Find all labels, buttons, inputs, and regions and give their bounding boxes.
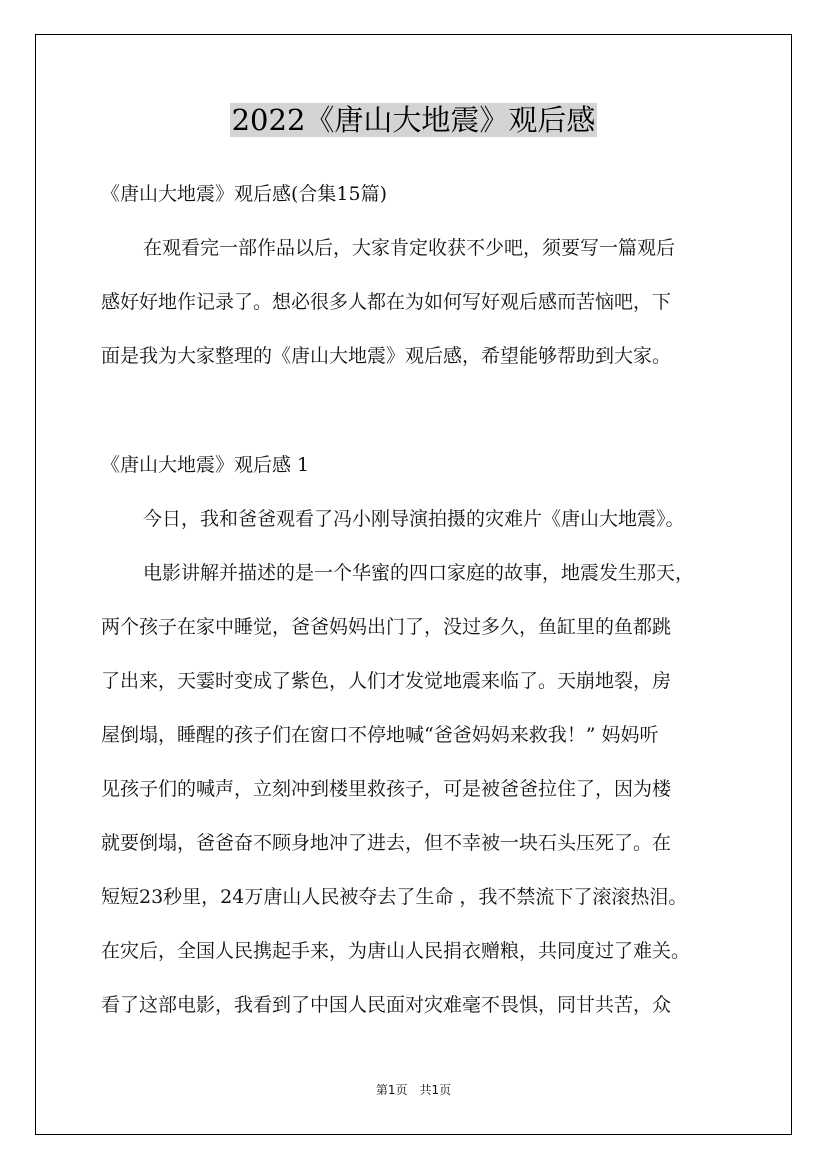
intro-line: 在观看完一部作品以后，大家肯定收获不少吧，须要写一篇观后: [143, 237, 676, 259]
body-line: 看了这部电影，我看到了中国人民面对灾难毫不畏惧，同甘共苦，众: [101, 994, 672, 1016]
body-line: 电影讲解并描述的是一个华蜜的四口家庭的故事，地震发生那天，: [143, 562, 695, 584]
document-title-text: 2022《唐山大地震》观后感: [231, 103, 596, 137]
body-line: 就要倒塌，爸爸奋不顾身地冲了进去，但不幸被一块石头压死了。在: [101, 832, 672, 854]
body-line: 屋倒塌，睡醒的孩子们在窗口不停地喊“爸爸妈妈来救我！” 妈妈听: [101, 724, 659, 746]
section-heading: 《唐山大地震》观后感 1: [101, 454, 310, 476]
body-line: 在灾后，全国人民携起手来，为唐山人民捐衣赠粮，共同度过了难关。: [101, 940, 691, 962]
document-subtitle: 《唐山大地震》观后感(合集15篇): [101, 183, 388, 205]
body-line: 今日，我和爸爸观看了冯小刚导演拍摄的灾难片《唐山大地震》。: [143, 508, 685, 530]
intro-line: 感好好地作记录了。想必很多人都在为如何写好观后感而苦恼吧，下: [101, 291, 672, 313]
body-line: 见孩子们的喊声，立刻冲到楼里救孩子，可是被爸爸拉住了，因为楼: [101, 778, 672, 800]
body-line: 短短23秒里，24万唐山人民被夺去了生命 ，我不禁流下了滚滚热泪。: [101, 886, 688, 908]
page-number: 第1页 共1页: [375, 1083, 452, 1097]
body-line: 两个孩子在家中睡觉，爸爸妈妈出门了，没过多久，鱼缸里的鱼都跳: [101, 616, 672, 638]
document-title: [0, 100, 827, 140]
body-line: 了出来，天霎时变成了紫色，人们才发觉地震来临了。天崩地裂，房: [101, 670, 672, 692]
intro-line: 面是我为大家整理的《唐山大地震》观后感，希望能够帮助到大家。: [101, 345, 672, 367]
